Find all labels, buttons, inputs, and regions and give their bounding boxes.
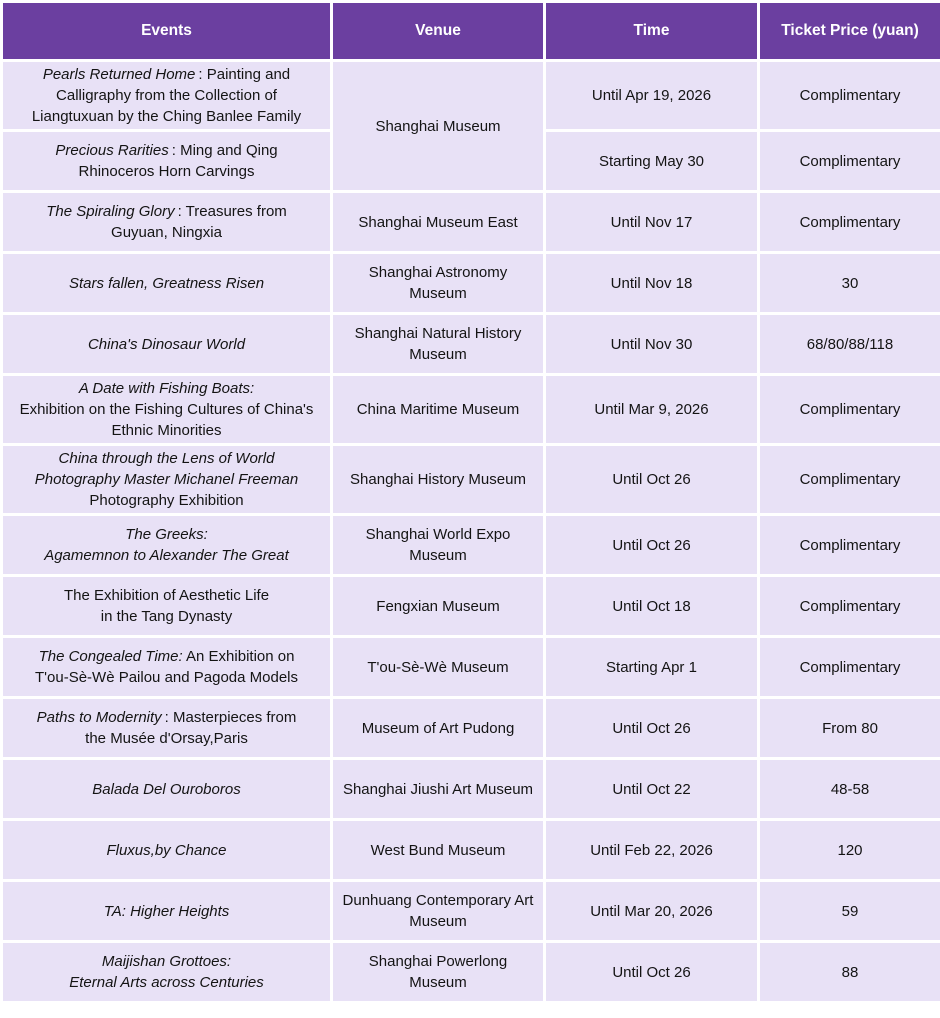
- price-cell: Complimentary: [759, 515, 940, 576]
- time-cell: Until Nov 18: [545, 253, 759, 314]
- event-cell: [2, 942, 332, 1003]
- event-title-text: : Ming and Qing: [168, 142, 278, 159]
- event-title-text: Calligraphy from the Collection of: [56, 87, 277, 104]
- venue-cell: Shanghai Astronomy Museum: [332, 253, 545, 314]
- event-title-text: Rhinoceros Horn Carvings: [78, 163, 255, 180]
- event-title-text: The Exhibition of Aesthetic Life: [63, 587, 270, 604]
- venue-cell: West Bund Museum: [332, 820, 545, 881]
- col-header-time: Time: [545, 2, 759, 61]
- time-cell: Until Mar 9, 2026: [545, 375, 759, 445]
- price-cell: Complimentary: [759, 131, 940, 192]
- event-title-italic: Agamemnon to Alexander The Great: [44, 547, 289, 564]
- venue-cell: Shanghai Powerlong Museum: [332, 942, 545, 1003]
- event-cell: [2, 253, 332, 314]
- table-row: [2, 698, 940, 759]
- event-title-italic: The Spiraling Glory: [46, 203, 175, 220]
- event-cell: [2, 698, 332, 759]
- event-cell: [2, 131, 332, 192]
- event-title-italic: Maijishan Grottoes:: [101, 953, 232, 970]
- event-title-italic: Paths to Modernity: [36, 709, 162, 726]
- time-cell: Until Oct 26: [545, 942, 759, 1003]
- price-cell: Complimentary: [759, 61, 940, 131]
- venue-cell: Shanghai Natural History Museum: [332, 314, 545, 375]
- event-title-text: T'ou-Sè-Wè Pailou and Pagoda Models: [34, 669, 298, 686]
- event-cell: [2, 445, 332, 515]
- event-title-italic: A Date with Fishing Boats:: [78, 380, 255, 397]
- event-title-text: Photography Exhibition: [89, 492, 244, 509]
- event-cell: [2, 515, 332, 576]
- event-title-italic: Photography Master Michanel Freeman: [34, 471, 299, 488]
- time-cell: Until Oct 26: [545, 515, 759, 576]
- venue-cell: Shanghai Jiushi Art Museum: [332, 759, 545, 820]
- table-row: [2, 61, 940, 131]
- price-cell: Complimentary: [759, 637, 940, 698]
- time-cell: Until Apr 19, 2026: [545, 61, 759, 131]
- time-cell: Until Mar 20, 2026: [545, 881, 759, 942]
- price-cell: From 80: [759, 698, 940, 759]
- event-title-italic: Eternal Arts across Centuries: [69, 974, 264, 991]
- table-row: [2, 515, 940, 576]
- event-title-text: : Masterpieces from: [161, 709, 297, 726]
- table-row: [2, 820, 940, 881]
- price-cell: Complimentary: [759, 192, 940, 253]
- table-row: [2, 253, 940, 314]
- table-row: [2, 314, 940, 375]
- event-cell: [2, 314, 332, 375]
- event-cell: [2, 881, 332, 942]
- event-title-italic: Balada Del Ouroboros: [92, 780, 241, 798]
- event-title-text: : Treasures from: [174, 203, 287, 220]
- event-title-italic: Stars fallen, Greatness Risen: [68, 274, 265, 292]
- table-row: [2, 637, 940, 698]
- time-cell: Until Oct 26: [545, 698, 759, 759]
- event-title-text: in the Tang Dynasty: [100, 608, 233, 625]
- table-row: [2, 881, 940, 942]
- event-title-text: Guyuan, Ningxia: [111, 224, 222, 241]
- event-title-italic: China through the Lens of World: [58, 450, 275, 467]
- col-header-events: Events: [2, 2, 332, 61]
- time-cell: Until Feb 22, 2026: [545, 820, 759, 881]
- event-title-text: Exhibition on the Fishing Cultures of China's: [19, 401, 314, 418]
- table-row: [2, 576, 940, 637]
- table-row: [2, 192, 940, 253]
- event-title-text: Ethnic Minorities: [111, 422, 222, 439]
- venue-cell: Shanghai History Museum: [332, 445, 545, 515]
- event-title-italic: Pearls Returned Home: [42, 66, 196, 83]
- time-cell: Until Oct 18: [545, 576, 759, 637]
- event-cell: [2, 61, 332, 131]
- event-title-text: An Exhibition on: [182, 648, 295, 665]
- event-title-italic: Fluxus,by Chance: [106, 841, 227, 859]
- price-cell: 120: [759, 820, 940, 881]
- venue-cell: Fengxian Museum: [332, 576, 545, 637]
- table-row: [2, 445, 940, 515]
- event-title-italic: The Greeks:: [125, 526, 208, 543]
- header-row: [2, 2, 940, 61]
- table-header: [2, 2, 940, 61]
- venue-cell: Shanghai Museum East: [332, 192, 545, 253]
- event-cell: [2, 375, 332, 445]
- event-cell: [2, 192, 332, 253]
- time-cell: Until Nov 30: [545, 314, 759, 375]
- time-cell: Starting May 30: [545, 131, 759, 192]
- venue-cell: Shanghai World Expo Museum: [332, 515, 545, 576]
- time-cell: Until Oct 22: [545, 759, 759, 820]
- event-title-italic: China's Dinosaur World: [87, 335, 246, 353]
- price-cell: Complimentary: [759, 576, 940, 637]
- venue-cell: Shanghai Museum: [332, 61, 545, 192]
- table-row: [2, 942, 940, 1003]
- price-cell: Complimentary: [759, 445, 940, 515]
- col-header-venue: Venue: [332, 2, 545, 61]
- event-cell: [2, 820, 332, 881]
- table-row: [2, 375, 940, 445]
- event-cell: [2, 637, 332, 698]
- venue-cell: Dunhuang Contemporary Art Museum: [332, 881, 545, 942]
- venue-cell: T'ou-Sè-Wè Museum: [332, 637, 545, 698]
- event-title-italic: TA: Higher Heights: [103, 902, 230, 920]
- event-title-text: the Musée d'Orsay,Paris: [85, 730, 248, 747]
- event-cell: [2, 759, 332, 820]
- venue-cell: Museum of Art Pudong: [332, 698, 545, 759]
- venue-cell: China Maritime Museum: [332, 375, 545, 445]
- event-title-italic: The Congealed Time:: [38, 648, 183, 665]
- price-cell: 30: [759, 253, 940, 314]
- event-title-text: Liangtuxuan by the Ching Banlee Family: [31, 108, 302, 125]
- table-row: [2, 759, 940, 820]
- time-cell: Starting Apr 1: [545, 637, 759, 698]
- price-cell: Complimentary: [759, 375, 940, 445]
- time-cell: Until Oct 26: [545, 445, 759, 515]
- time-cell: Until Nov 17: [545, 192, 759, 253]
- price-cell: 59: [759, 881, 940, 942]
- price-cell: 48-58: [759, 759, 940, 820]
- col-header-ticket-price: Ticket Price (yuan): [759, 2, 940, 61]
- price-cell: 68/80/88/118: [759, 314, 940, 375]
- event-title-text: : Painting and: [195, 66, 291, 83]
- table-body: [2, 61, 940, 1003]
- event-cell: [2, 576, 332, 637]
- event-title-italic: Precious Rarities: [55, 142, 169, 159]
- price-cell: 88: [759, 942, 940, 1003]
